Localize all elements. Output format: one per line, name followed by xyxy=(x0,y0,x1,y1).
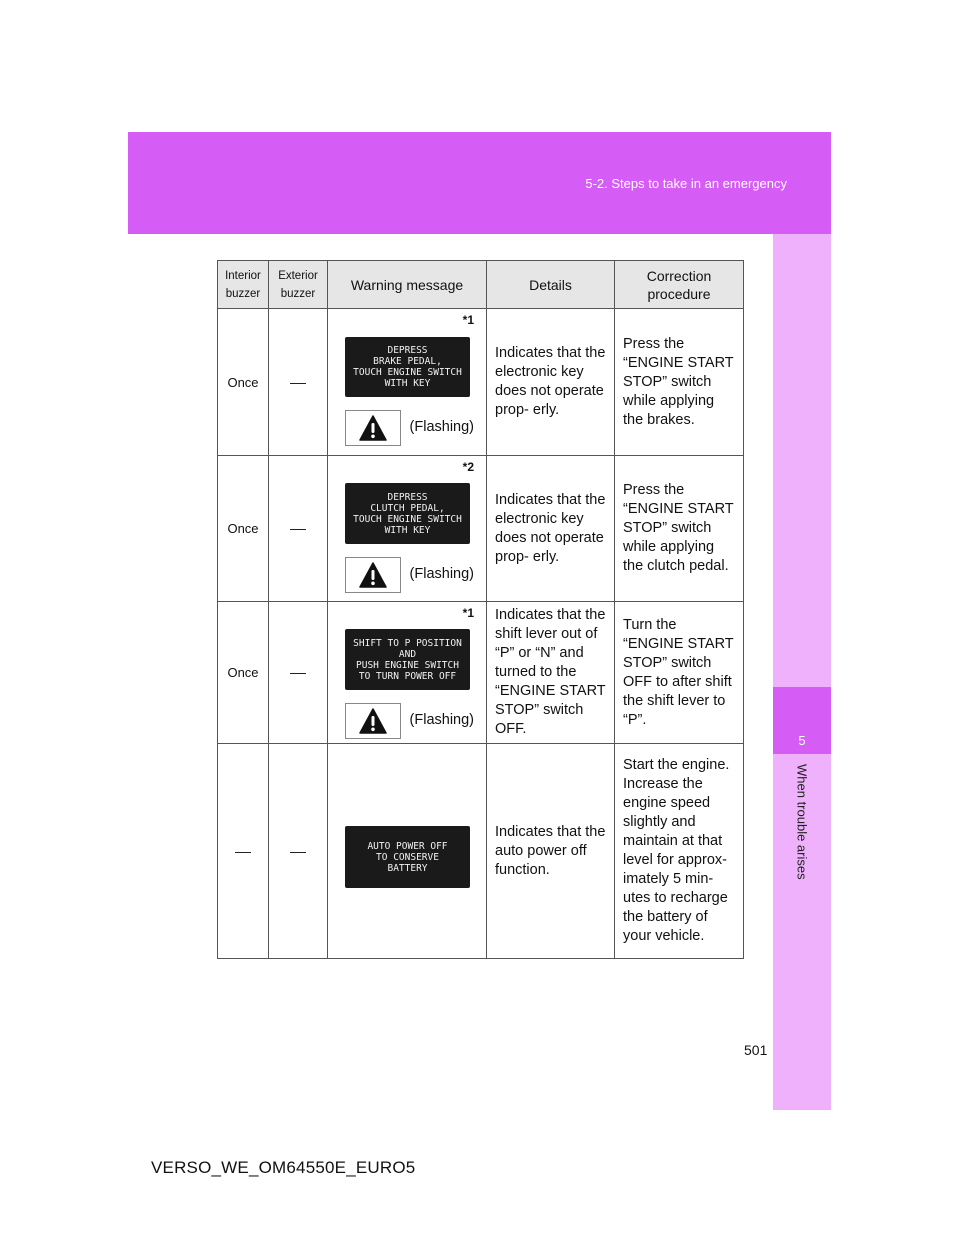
flashing-label: (Flashing) xyxy=(409,566,474,582)
lcd-message-text: SHIFT TO P POSITION AND PUSH ENGINE SWITCH TO TURN POWER OFF xyxy=(353,637,462,682)
column-header-details: Details xyxy=(487,261,615,309)
correction-cell: Press the “ENGINE START STOP” switch while applying the brakes. xyxy=(615,309,744,456)
section-title: 5-2. Steps to take in an emergency xyxy=(585,176,787,191)
lcd-message-text: DEPRESS BRAKE PEDAL, TOUCH ENGINE SWITCH WITH KEY xyxy=(353,345,462,389)
none-dash xyxy=(290,852,306,853)
chapter-number: 5 xyxy=(773,687,831,754)
flashing-label: (Flashing) xyxy=(409,419,474,435)
chapter-title-text: When trouble arises xyxy=(794,764,810,880)
none-dash xyxy=(290,673,306,674)
table-row xyxy=(218,602,744,744)
details-cell: Indicates that the auto power off function. xyxy=(487,744,615,959)
none-dash xyxy=(290,383,306,384)
table-row xyxy=(218,456,744,602)
column-header-exterior-buzzer: Exterior buzzer xyxy=(269,261,328,309)
lcd-message-display xyxy=(345,483,470,544)
none-dash xyxy=(290,529,306,530)
flashing-label: (Flashing) xyxy=(409,712,474,728)
warning-icon-box xyxy=(345,703,401,739)
footnote-ref: *1 xyxy=(462,606,474,620)
exclamation-triangle-icon xyxy=(359,415,387,441)
interior-buzzer-cell: Once xyxy=(218,602,269,744)
details-cell: Indicates that the shift lever out of “P” or “N” and turned to the “ENGINE START STOP” switch OFF. xyxy=(487,602,615,744)
exterior-buzzer-cell xyxy=(269,456,328,602)
correction-cell: Press the “ENGINE START STOP” switch while applying the clutch pedal. xyxy=(615,456,744,602)
exterior-buzzer-cell xyxy=(269,744,328,959)
footnote-ref: *1 xyxy=(462,313,474,327)
table-header-row xyxy=(218,261,744,309)
warning-message-cell xyxy=(328,744,487,959)
none-dash xyxy=(235,852,251,853)
lcd-message-text: DEPRESS CLUTCH PEDAL, TOUCH ENGINE SWITCH WITH KEY xyxy=(353,491,462,536)
page-number: 501 xyxy=(744,1042,768,1058)
interior-buzzer-cell: Once xyxy=(218,309,269,456)
table-row xyxy=(218,309,744,456)
exclamation-triangle-icon xyxy=(359,562,387,588)
exterior-buzzer-cell xyxy=(269,309,328,456)
column-header-warning-message: Warning message xyxy=(328,261,487,309)
details-cell: Indicates that the electronic key does not operate prop- erly. xyxy=(487,309,615,456)
column-header-correction-procedure: Correction procedure xyxy=(615,261,744,309)
warning-table xyxy=(217,260,744,959)
interior-buzzer-cell xyxy=(218,744,269,959)
warning-icon-box xyxy=(345,410,401,446)
exterior-buzzer-cell xyxy=(269,602,328,744)
lcd-message-display xyxy=(345,629,470,690)
lcd-message-display xyxy=(345,337,470,397)
warning-icon-box xyxy=(345,557,401,593)
chapter-side-tab xyxy=(773,234,831,1110)
column-header-interior-buzzer: Interior buzzer xyxy=(218,261,269,309)
interior-buzzer-cell: Once xyxy=(218,456,269,602)
details-cell: Indicates that the electronic key does not operate prop- erly. xyxy=(487,456,615,602)
document-code: VERSO_WE_OM64550E_EURO5 xyxy=(151,1158,416,1177)
warning-message-cell xyxy=(328,309,487,456)
table-row xyxy=(218,744,744,959)
chapter-title xyxy=(773,764,831,904)
warning-message-cell xyxy=(328,602,487,744)
lcd-message-display xyxy=(345,826,470,888)
footnote-ref: *2 xyxy=(462,460,474,474)
warning-message-cell xyxy=(328,456,487,602)
lcd-message-text: AUTO POWER OFF TO CONSERVE BATTERY xyxy=(367,840,448,874)
exclamation-triangle-icon xyxy=(359,708,387,734)
header-band xyxy=(128,132,831,234)
correction-cell: Turn the “ENGINE START STOP” switch OFF to after shift the shift lever to “P”. xyxy=(615,602,744,744)
correction-cell: Start the engine. Increase the engine speed slightly and maintain at that level for approx- imately 5 min- utes to recharge the battery of your vehicle. xyxy=(615,744,744,959)
